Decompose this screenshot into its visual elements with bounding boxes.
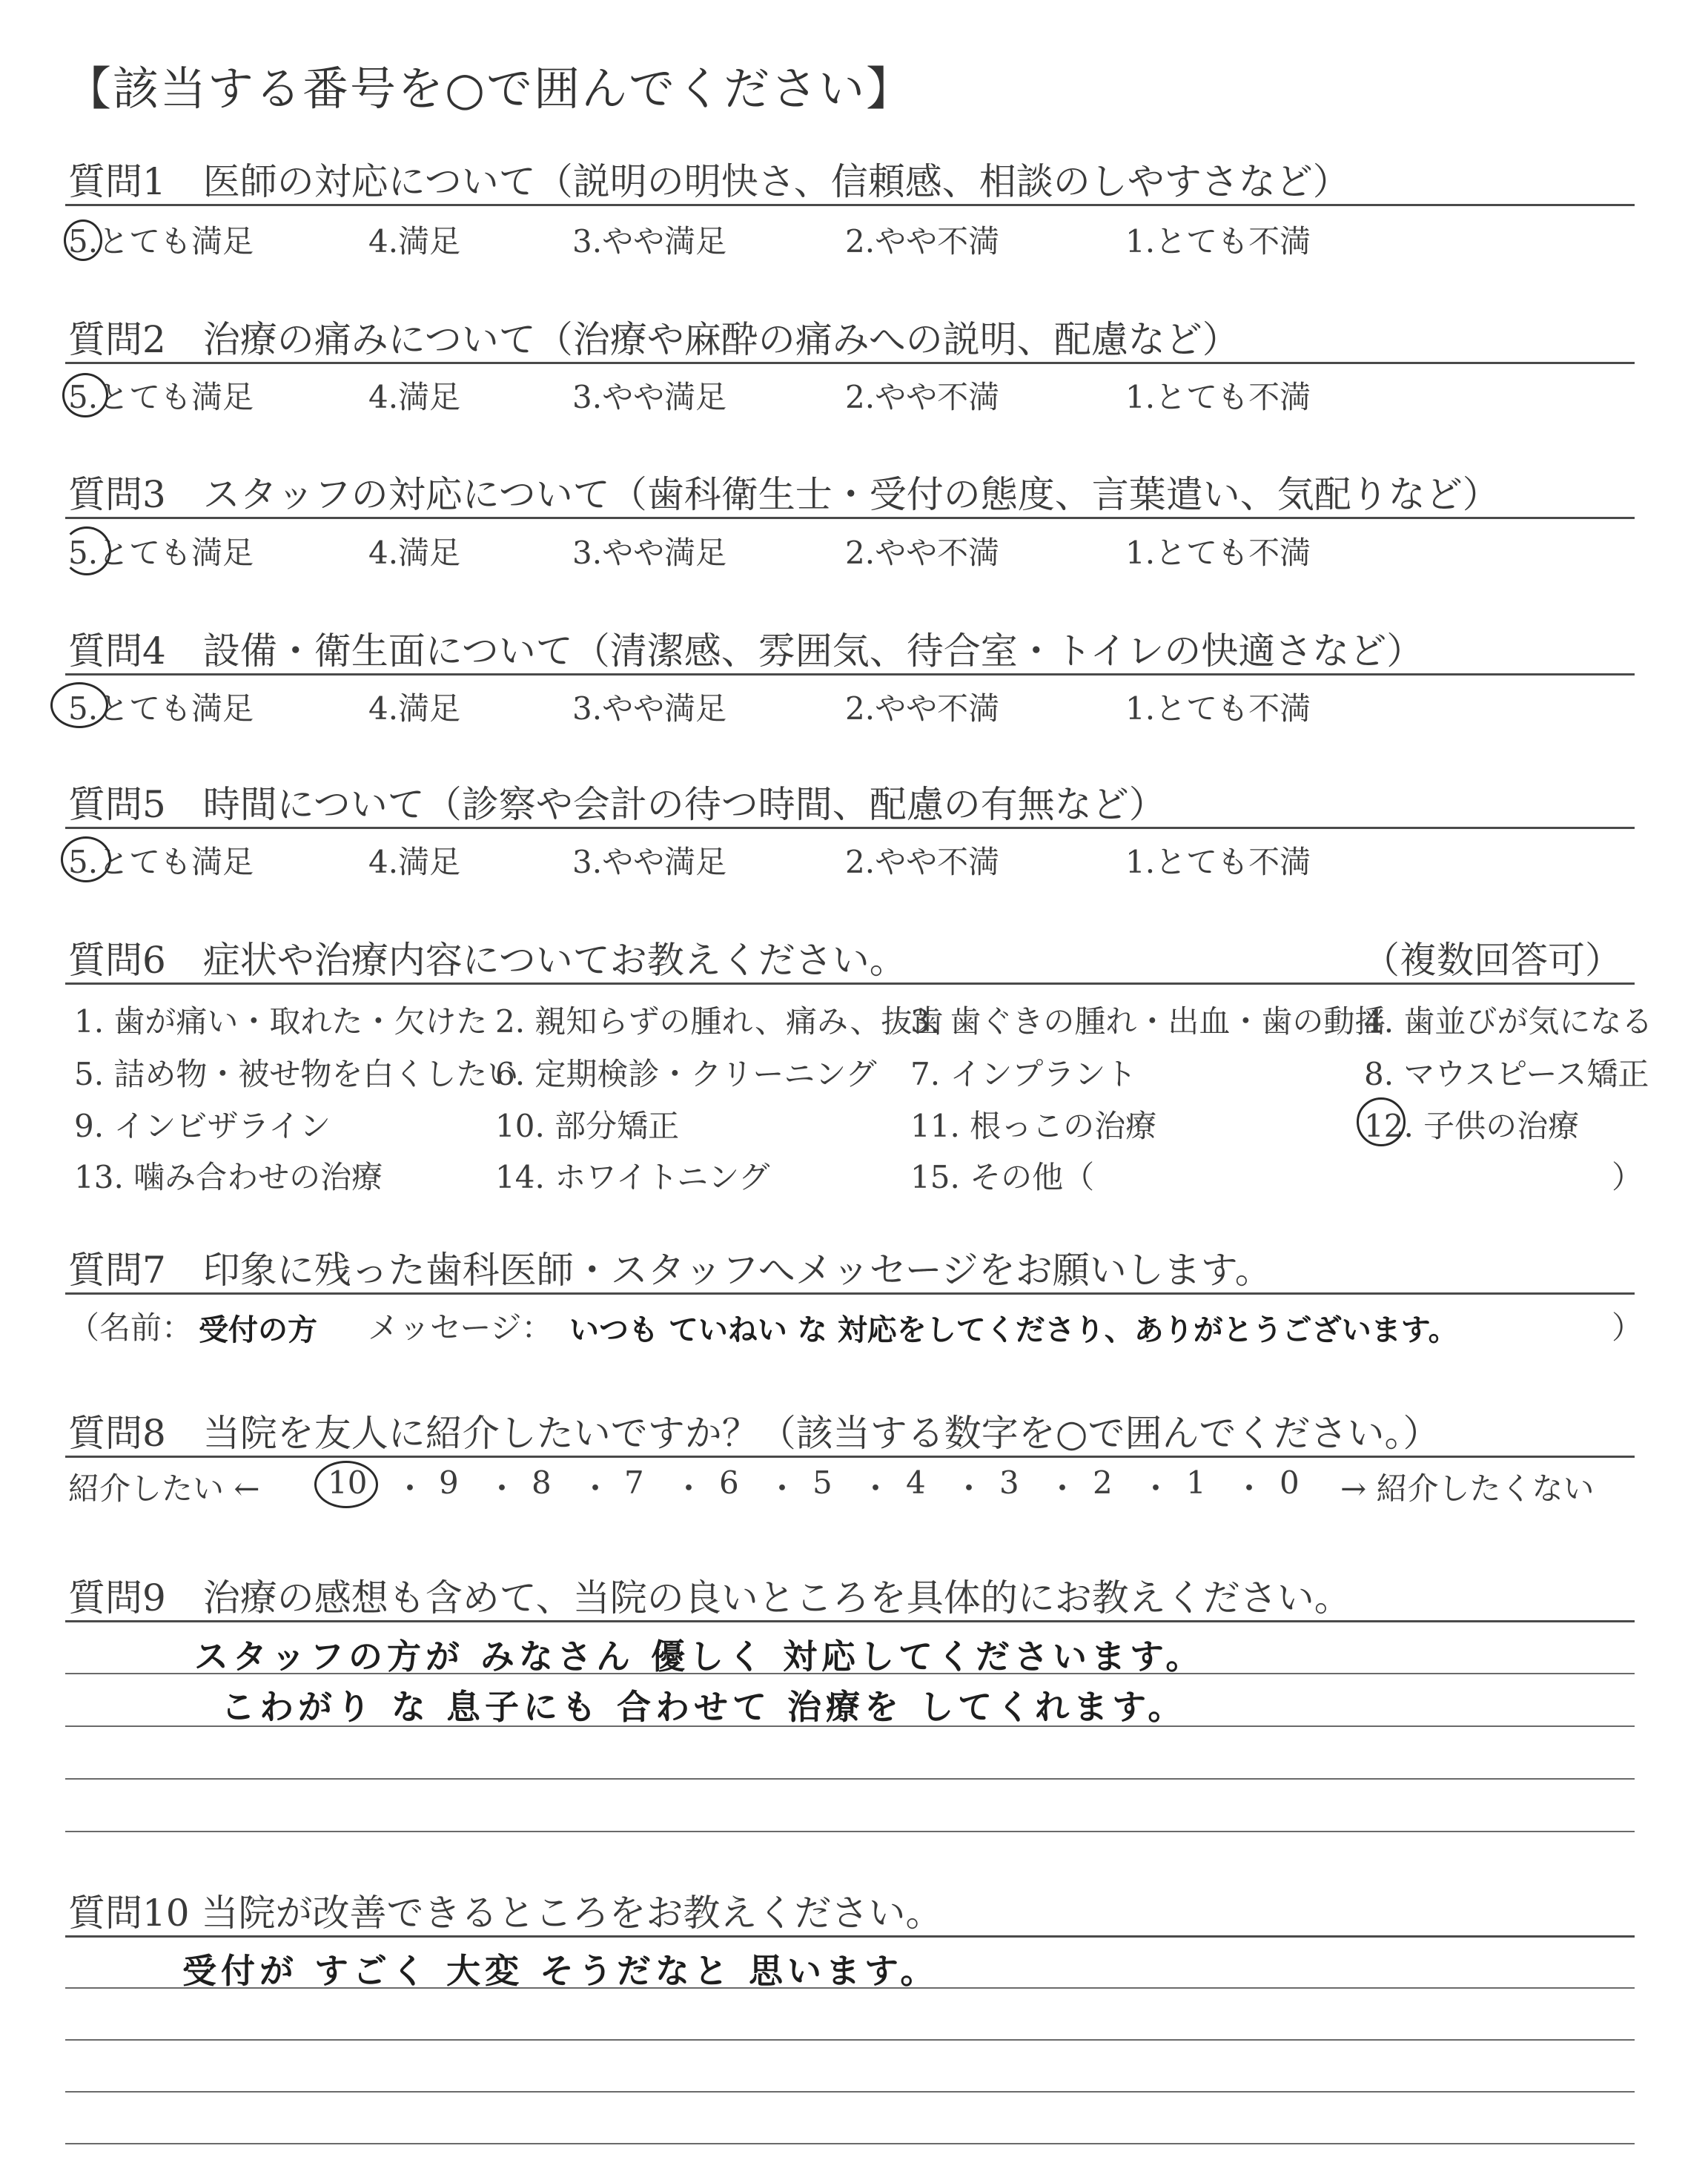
- symptom-option[interactable]: 12. 子供の治療: [1364, 1108, 1580, 1144]
- option-3[interactable]: 3.やや満足: [572, 844, 727, 880]
- scale-option[interactable]: 6: [719, 1464, 739, 1501]
- selection-circle: [1357, 1097, 1406, 1146]
- option-4[interactable]: 4.満足: [368, 844, 461, 880]
- message-label: メッセージ：: [368, 1309, 553, 1346]
- scale-option[interactable]: 7: [624, 1464, 644, 1501]
- question-2-title: 質問2 治療の痛みについて（治療や麻酔の痛みへの説明、配慮など）: [68, 318, 1239, 361]
- option-5[interactable]: 5.とても満足: [68, 690, 254, 727]
- option-2[interactable]: 2.やや不満: [845, 690, 1000, 727]
- divider: [65, 1935, 1635, 1938]
- message-handwritten: いつも ていねい な 対応をしてくださり、ありがとうございます。: [569, 1313, 1458, 1347]
- question-3-title: 質問3 スタッフの対応について（歯科衛生士・受付の態度、言葉遣い、気配りなど）: [68, 473, 1500, 516]
- option-4[interactable]: 4.満足: [368, 690, 461, 727]
- option-2[interactable]: 2.やや不満: [845, 223, 1000, 260]
- symptom-option[interactable]: 15. その他（: [910, 1159, 1095, 1195]
- answer-rule: [65, 1778, 1635, 1780]
- divider: [65, 362, 1635, 364]
- scale-separator: ・: [767, 1470, 798, 1507]
- scale-separator: ・: [860, 1470, 892, 1507]
- selection-circle: [61, 836, 111, 882]
- scale-option[interactable]: 1: [1186, 1464, 1206, 1501]
- scale-separator: ・: [1047, 1470, 1079, 1507]
- option-1[interactable]: 1.とても不満: [1125, 844, 1311, 880]
- symptom-option[interactable]: 10. 部分矯正: [495, 1108, 680, 1144]
- symptom-option[interactable]: 1. 歯が痛い・取れた・欠けた: [74, 1003, 488, 1040]
- scale-left-label: 紹介したい ←: [68, 1470, 260, 1507]
- answer-rule: [65, 2091, 1635, 2093]
- option-3[interactable]: 3.やや満足: [572, 223, 727, 260]
- answer-handwritten-line: スタッフの方が みなさん 優しく 対応してくださいます。: [194, 1636, 1205, 1677]
- divider: [65, 982, 1635, 985]
- selection-circle: [314, 1461, 378, 1508]
- scale-option[interactable]: 10: [328, 1464, 368, 1501]
- question-1-title: 質問1 医師の対応について（説明の明快さ、信頼感、相談のしやすさなど）: [68, 160, 1350, 203]
- question-6-title: 質問6 症状や治療内容についてお教えください。: [68, 939, 907, 982]
- selection-circle: [50, 682, 108, 728]
- scale-separator: ・: [1140, 1470, 1172, 1507]
- symptom-option[interactable]: 14. ホワイトニング: [495, 1159, 770, 1195]
- symptom-option[interactable]: 13. 噛み合わせの治療: [74, 1159, 383, 1195]
- option-5[interactable]: 5.とても満足: [68, 223, 254, 260]
- question-4-title: 質問4 設備・衛生面について（清潔感、雰囲気、待合室・トイレの快適さなど）: [68, 630, 1424, 673]
- option-3[interactable]: 3.やや満足: [572, 690, 727, 727]
- option-1[interactable]: 1.とても不満: [1125, 535, 1311, 571]
- answer-rule: [65, 2039, 1635, 2041]
- name-handwritten: 受付の方: [199, 1313, 317, 1347]
- selection-circle: [62, 373, 108, 417]
- answer-handwritten-line: こわがり な 息子にも 合わせて 治療を してくれます。: [221, 1687, 1187, 1727]
- divider: [65, 1456, 1635, 1458]
- answer-handwritten-line: 受付が すごく 大変 そうだなと 思います。: [182, 1951, 939, 1991]
- symptom-option[interactable]: 4. 歯並びが気になる: [1364, 1003, 1653, 1040]
- symptom-option[interactable]: 9. インビザライン: [74, 1108, 331, 1144]
- answer-rule: [65, 1673, 1635, 1674]
- answer-rule: [65, 1831, 1635, 1832]
- symptom-option[interactable]: 2. 親知らずの腫れ、痛み、抜歯: [495, 1003, 944, 1040]
- question-8-title: 質問8 当院を友人に紹介したいですか？（該当する数字を○で囲んでください。）: [68, 1412, 1440, 1455]
- option-5[interactable]: 5.とても満足: [68, 379, 254, 415]
- option-2[interactable]: 2.やや不満: [845, 535, 1000, 571]
- answer-rule: [65, 2143, 1635, 2144]
- selection-circle: [62, 526, 111, 575]
- divider: [65, 827, 1635, 829]
- option-4[interactable]: 4.満足: [368, 379, 461, 415]
- option-5[interactable]: 5.とても満足: [68, 535, 254, 571]
- name-label: （名前：: [68, 1309, 193, 1346]
- divider: [65, 1620, 1635, 1622]
- divider: [65, 1292, 1635, 1295]
- multiple-answers-note: （複数回答可）: [1363, 939, 1622, 982]
- answer-rule: [65, 1725, 1635, 1727]
- scale-right-label: → 紹介したくない: [1340, 1470, 1595, 1507]
- scale-option[interactable]: 2: [1093, 1464, 1113, 1501]
- scale-option[interactable]: 5: [812, 1464, 833, 1501]
- option-3[interactable]: 3.やや満足: [572, 379, 727, 415]
- symptom-option[interactable]: 8. マウスピース矯正: [1364, 1056, 1649, 1092]
- scale-separator: ・: [953, 1470, 985, 1507]
- scale-separator: ・: [673, 1470, 705, 1507]
- option-1[interactable]: 1.とても不満: [1125, 223, 1311, 260]
- question-5-title: 質問5 時間について（診察や会計の待つ時間、配慮の有無など）: [68, 783, 1166, 826]
- option-4[interactable]: 4.満足: [368, 223, 461, 260]
- scale-separator: ・: [1234, 1470, 1265, 1507]
- scale-separator: ・: [394, 1470, 426, 1507]
- answer-rule: [65, 1987, 1635, 1989]
- scale-separator: ・: [580, 1470, 612, 1507]
- divider: [65, 517, 1635, 519]
- other-close-paren: ）: [1612, 1159, 1644, 1195]
- option-1[interactable]: 1.とても不満: [1125, 379, 1311, 415]
- scale-separator: ・: [486, 1470, 518, 1507]
- option-1[interactable]: 1.とても不満: [1125, 690, 1311, 727]
- symptom-option[interactable]: 6. 定期検診・クリーニング: [495, 1056, 877, 1092]
- option-2[interactable]: 2.やや不満: [845, 844, 1000, 880]
- question-7-title: 質問7 印象に残った歯科医師・スタッフへメッセージをお願いします。: [68, 1249, 1272, 1292]
- scale-option[interactable]: 0: [1280, 1464, 1300, 1501]
- scale-option[interactable]: 8: [532, 1464, 552, 1501]
- selection-circle: [64, 219, 102, 261]
- scale-option[interactable]: 9: [439, 1464, 459, 1501]
- option-4[interactable]: 4.満足: [368, 535, 461, 571]
- question-9-title: 質問9 治療の感想も含めて、当院の良いところを具体的にお教えください。: [68, 1576, 1351, 1619]
- divider: [65, 673, 1635, 676]
- symptom-option[interactable]: 3. 歯ぐきの腫れ・出血・歯の動揺: [910, 1003, 1386, 1040]
- option-3[interactable]: 3.やや満足: [572, 535, 727, 571]
- page-title: 【該当する番号を○で囲んでください】: [65, 62, 914, 116]
- symptom-option[interactable]: 11. 根っこの治療: [910, 1108, 1157, 1144]
- symptom-option[interactable]: 7. インプラント: [910, 1056, 1137, 1092]
- question-10-title: 質問10 当院が改善できるところをお教えください。: [68, 1892, 943, 1935]
- option-2[interactable]: 2.やや不満: [845, 379, 1000, 415]
- scale-option[interactable]: 3: [999, 1464, 1019, 1501]
- option-5[interactable]: 5.とても満足: [68, 844, 254, 880]
- scale-option[interactable]: 4: [906, 1464, 926, 1501]
- divider: [65, 204, 1635, 206]
- symptom-option[interactable]: 5. 詰め物・被せ物を白くしたい: [74, 1056, 519, 1092]
- message-close-paren: ）: [1612, 1309, 1644, 1346]
